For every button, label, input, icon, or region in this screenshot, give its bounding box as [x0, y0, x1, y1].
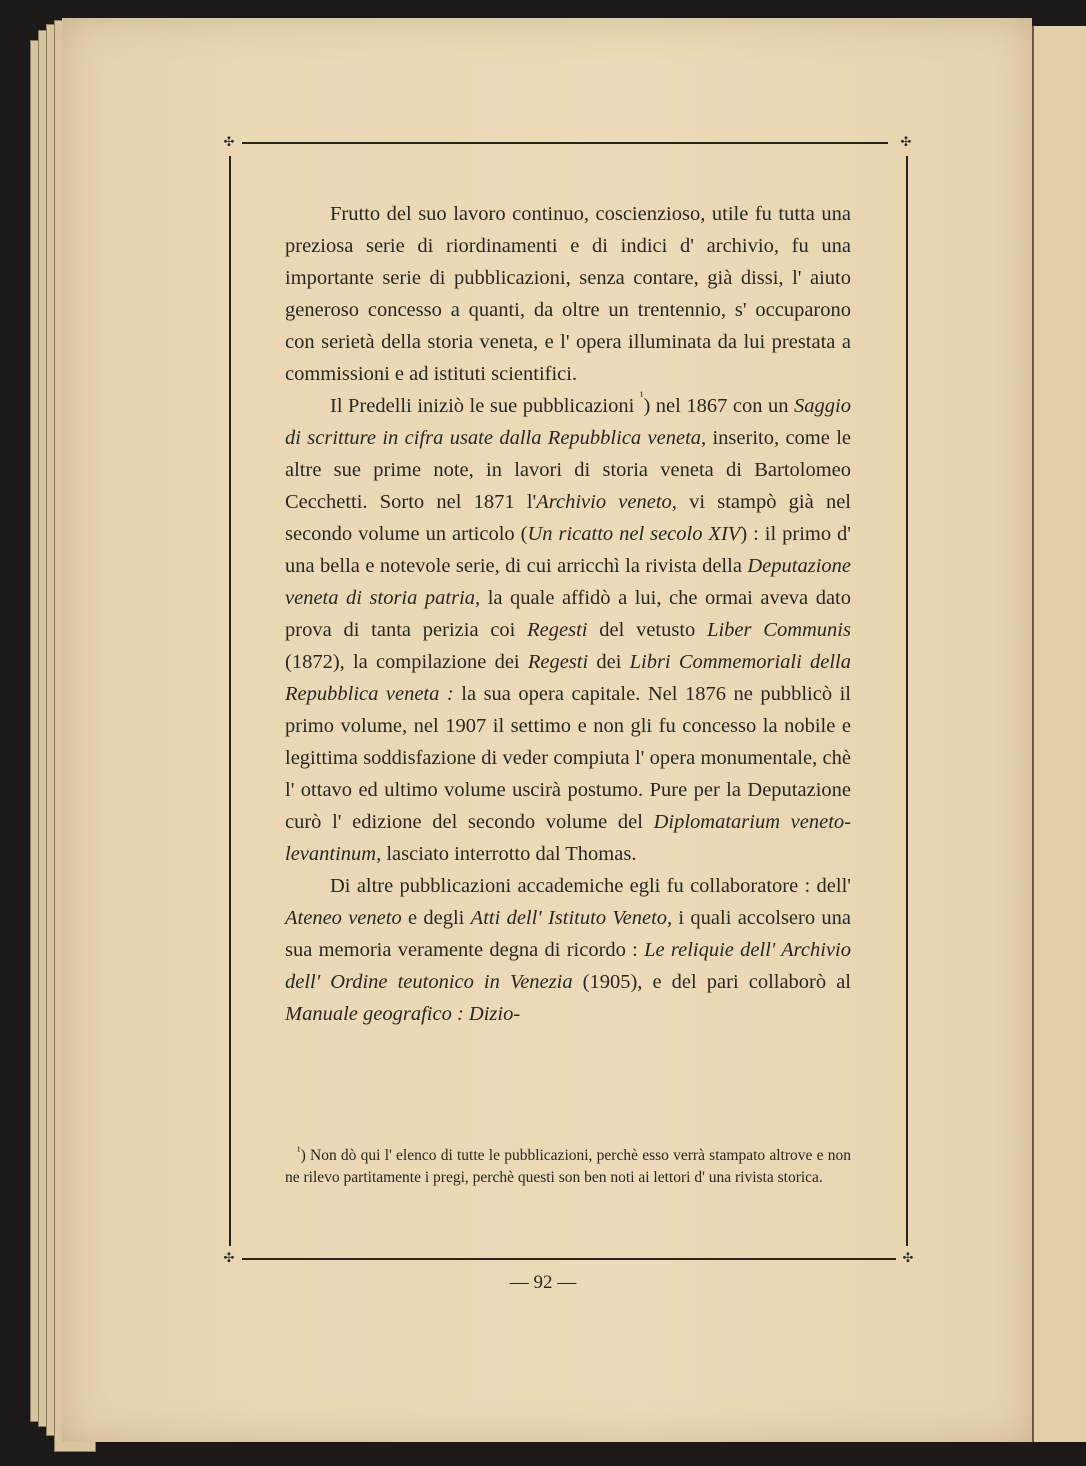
frame-top-rule [242, 142, 888, 144]
italic-title: Regesti [527, 651, 589, 673]
italic-title: Un ricatto nel secolo XIV [527, 523, 741, 545]
text-run: lasciato interrotto dal Thomas. [381, 843, 637, 865]
italic-title: Archivio veneto, [536, 491, 677, 513]
ornament-corner-icon: ✣ [223, 1251, 235, 1266]
body-text [285, 198, 851, 1030]
ornament-corner-icon: ✣ [902, 1251, 914, 1266]
text-run: Di altre pubblicazioni accademiche egli fu collaboratore : dell' [330, 875, 851, 897]
ornament-corner-icon: ✣ [900, 135, 912, 150]
italic-title: Libri Commemoriali della Repubblica veneta : [285, 651, 852, 705]
text-run: e degli [401, 907, 471, 929]
ornament-corner-icon: ✣ [223, 135, 235, 150]
footnote-ref: ¹ [639, 389, 644, 403]
text-run: Il Predelli iniziò le sue pubblicazioni [330, 395, 640, 417]
text-run: i quali accolsero una sua memoria veramente degna di ricordo : [285, 907, 851, 961]
text-run: inserito, come le altre sue prime note, in lavori di storia veneta di Bartolomeo Cecchetti. Sorto nel 1871 l' [285, 427, 851, 513]
footnote-text: ) Non dò qui l' elenco di tutte le pubblicazioni, perchè esso verrà stampato altrove e non ne rilevo partitamente i pregi, perchè questi son ben noti ai lettori d' una rivista storica. [285, 1147, 851, 1186]
facing-page-edge [1032, 26, 1086, 1442]
text-run: (1872), la compilazione dei [285, 651, 528, 673]
paragraph [285, 198, 851, 390]
text-run: Frutto del suo lavoro continuo, coscienzioso, utile fu tutta una preziosa serie di riordinamenti e di indici d' archivio, fu una importante serie di pubblicazioni, senza contare, già dissi, l' aiuto generoso concesso a quanti, da oltre un trentennio, s' occuparono con serietà della storia veneta, e l' opera illuminata da lui prestata a commissioni e ad istituti scientifici. [285, 203, 851, 385]
italic-title: Regesti [527, 619, 588, 641]
text-run: la quale affidò a lui, che ormai aveva dato prova di tanta perizia coi [285, 587, 851, 641]
page-number: — 92 — [509, 1272, 577, 1293]
text-run: dei [588, 651, 630, 673]
frame-left-rule [229, 156, 231, 1246]
text-run: (1905), e del pari collaborò al [572, 971, 851, 993]
text-run: ) : il primo d' una bella e notevole serie, di cui arricchì la rivista della [285, 523, 851, 577]
paragraph [285, 390, 851, 870]
italic-title: Liber Communis [707, 619, 851, 641]
frame-bottom-rule [242, 1258, 896, 1260]
text-run: vi stampò già nel secondo volume un articolo ( [285, 491, 851, 545]
text-run: la sua opera capitale. Nel 1876 ne pubblicò il primo volume, nel 1907 il settimo e non gli fu concesso la nobile e legittima soddisfazione di veder compiuta l' opera monumentale, chè l' ottavo ed ultimo volume uscirà postumo. Pure per la Deputazione curò l' edizione del secondo volume del [285, 683, 851, 833]
italic-title: Saggio di scritture in cifra usate dalla Repubblica veneta, [285, 395, 851, 449]
italic-title: Le reliquie dell' Archivio dell' Ordine teutonico in Venezia [285, 939, 851, 993]
italic-title: Atti dell' Istituto Veneto, [470, 907, 673, 929]
italic-title: Diplomatarium veneto-levantinum, [285, 811, 851, 865]
paragraph [285, 870, 851, 1030]
footnote-marker: ¹ [297, 1144, 301, 1158]
italic-title: Ateneo veneto [285, 907, 402, 929]
italic-title: Deputazione veneta di storia patria, [285, 555, 851, 609]
frame-right-rule [906, 156, 908, 1246]
text-run: del vetusto [587, 619, 708, 641]
footnote [285, 1145, 851, 1189]
italic-title: Manuale geografico : Dizio- [285, 1003, 521, 1025]
text-run: ) nel 1867 con un [643, 395, 795, 417]
